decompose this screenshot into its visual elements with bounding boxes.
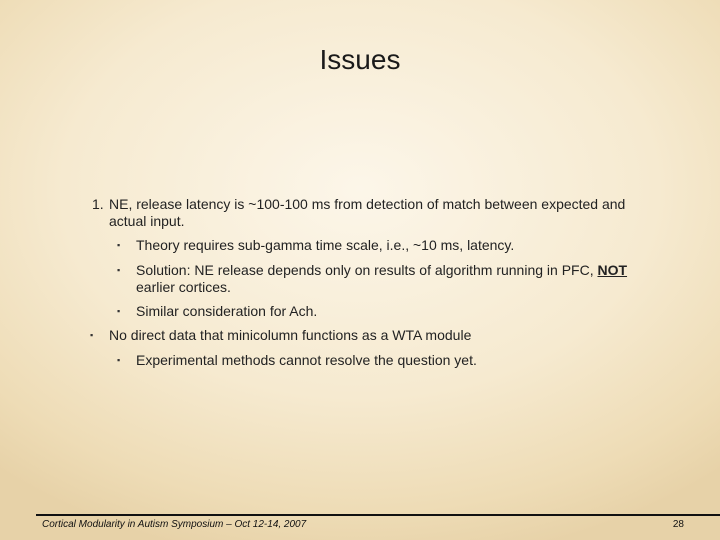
bullet-icon: ▪ bbox=[117, 306, 121, 316]
list-item-text-continued: actual input. bbox=[109, 213, 185, 229]
sub-item-text: Theory requires sub-gamma time scale, i.e., ~10 ms, latency. bbox=[136, 237, 515, 253]
list-item-text: No direct data that minicolumn functions as a WTA module bbox=[109, 327, 472, 343]
footer-divider bbox=[36, 514, 720, 516]
sub-item-text bbox=[136, 262, 627, 279]
emphasis-text: NOT bbox=[597, 262, 628, 278]
bullet-icon: ▪ bbox=[117, 240, 121, 250]
bullet-icon: ▪ bbox=[117, 355, 121, 365]
sub-item-text: Experimental methods cannot resolve the question yet. bbox=[136, 352, 477, 368]
bullet-icon: ▪ bbox=[90, 330, 94, 340]
sub-item-text: Similar consideration for Ach. bbox=[136, 303, 318, 319]
list-item-text: NE, release latency is ~100-100 ms from detection of match between expected and bbox=[109, 196, 626, 212]
page-number: 28 bbox=[672, 519, 684, 530]
sub-item-text-part: Solution: NE release depends only on results of algorithm running in PFC, bbox=[136, 262, 598, 278]
list-number: 1. bbox=[92, 196, 104, 212]
sub-item-text-continued: earlier cortices. bbox=[136, 279, 231, 295]
slide-title: Issues bbox=[319, 44, 401, 75]
footer-text: Cortical Modularity in Autism Symposium – Oct 12-14, 2007 bbox=[42, 519, 307, 530]
bullet-icon: ▪ bbox=[117, 265, 121, 275]
